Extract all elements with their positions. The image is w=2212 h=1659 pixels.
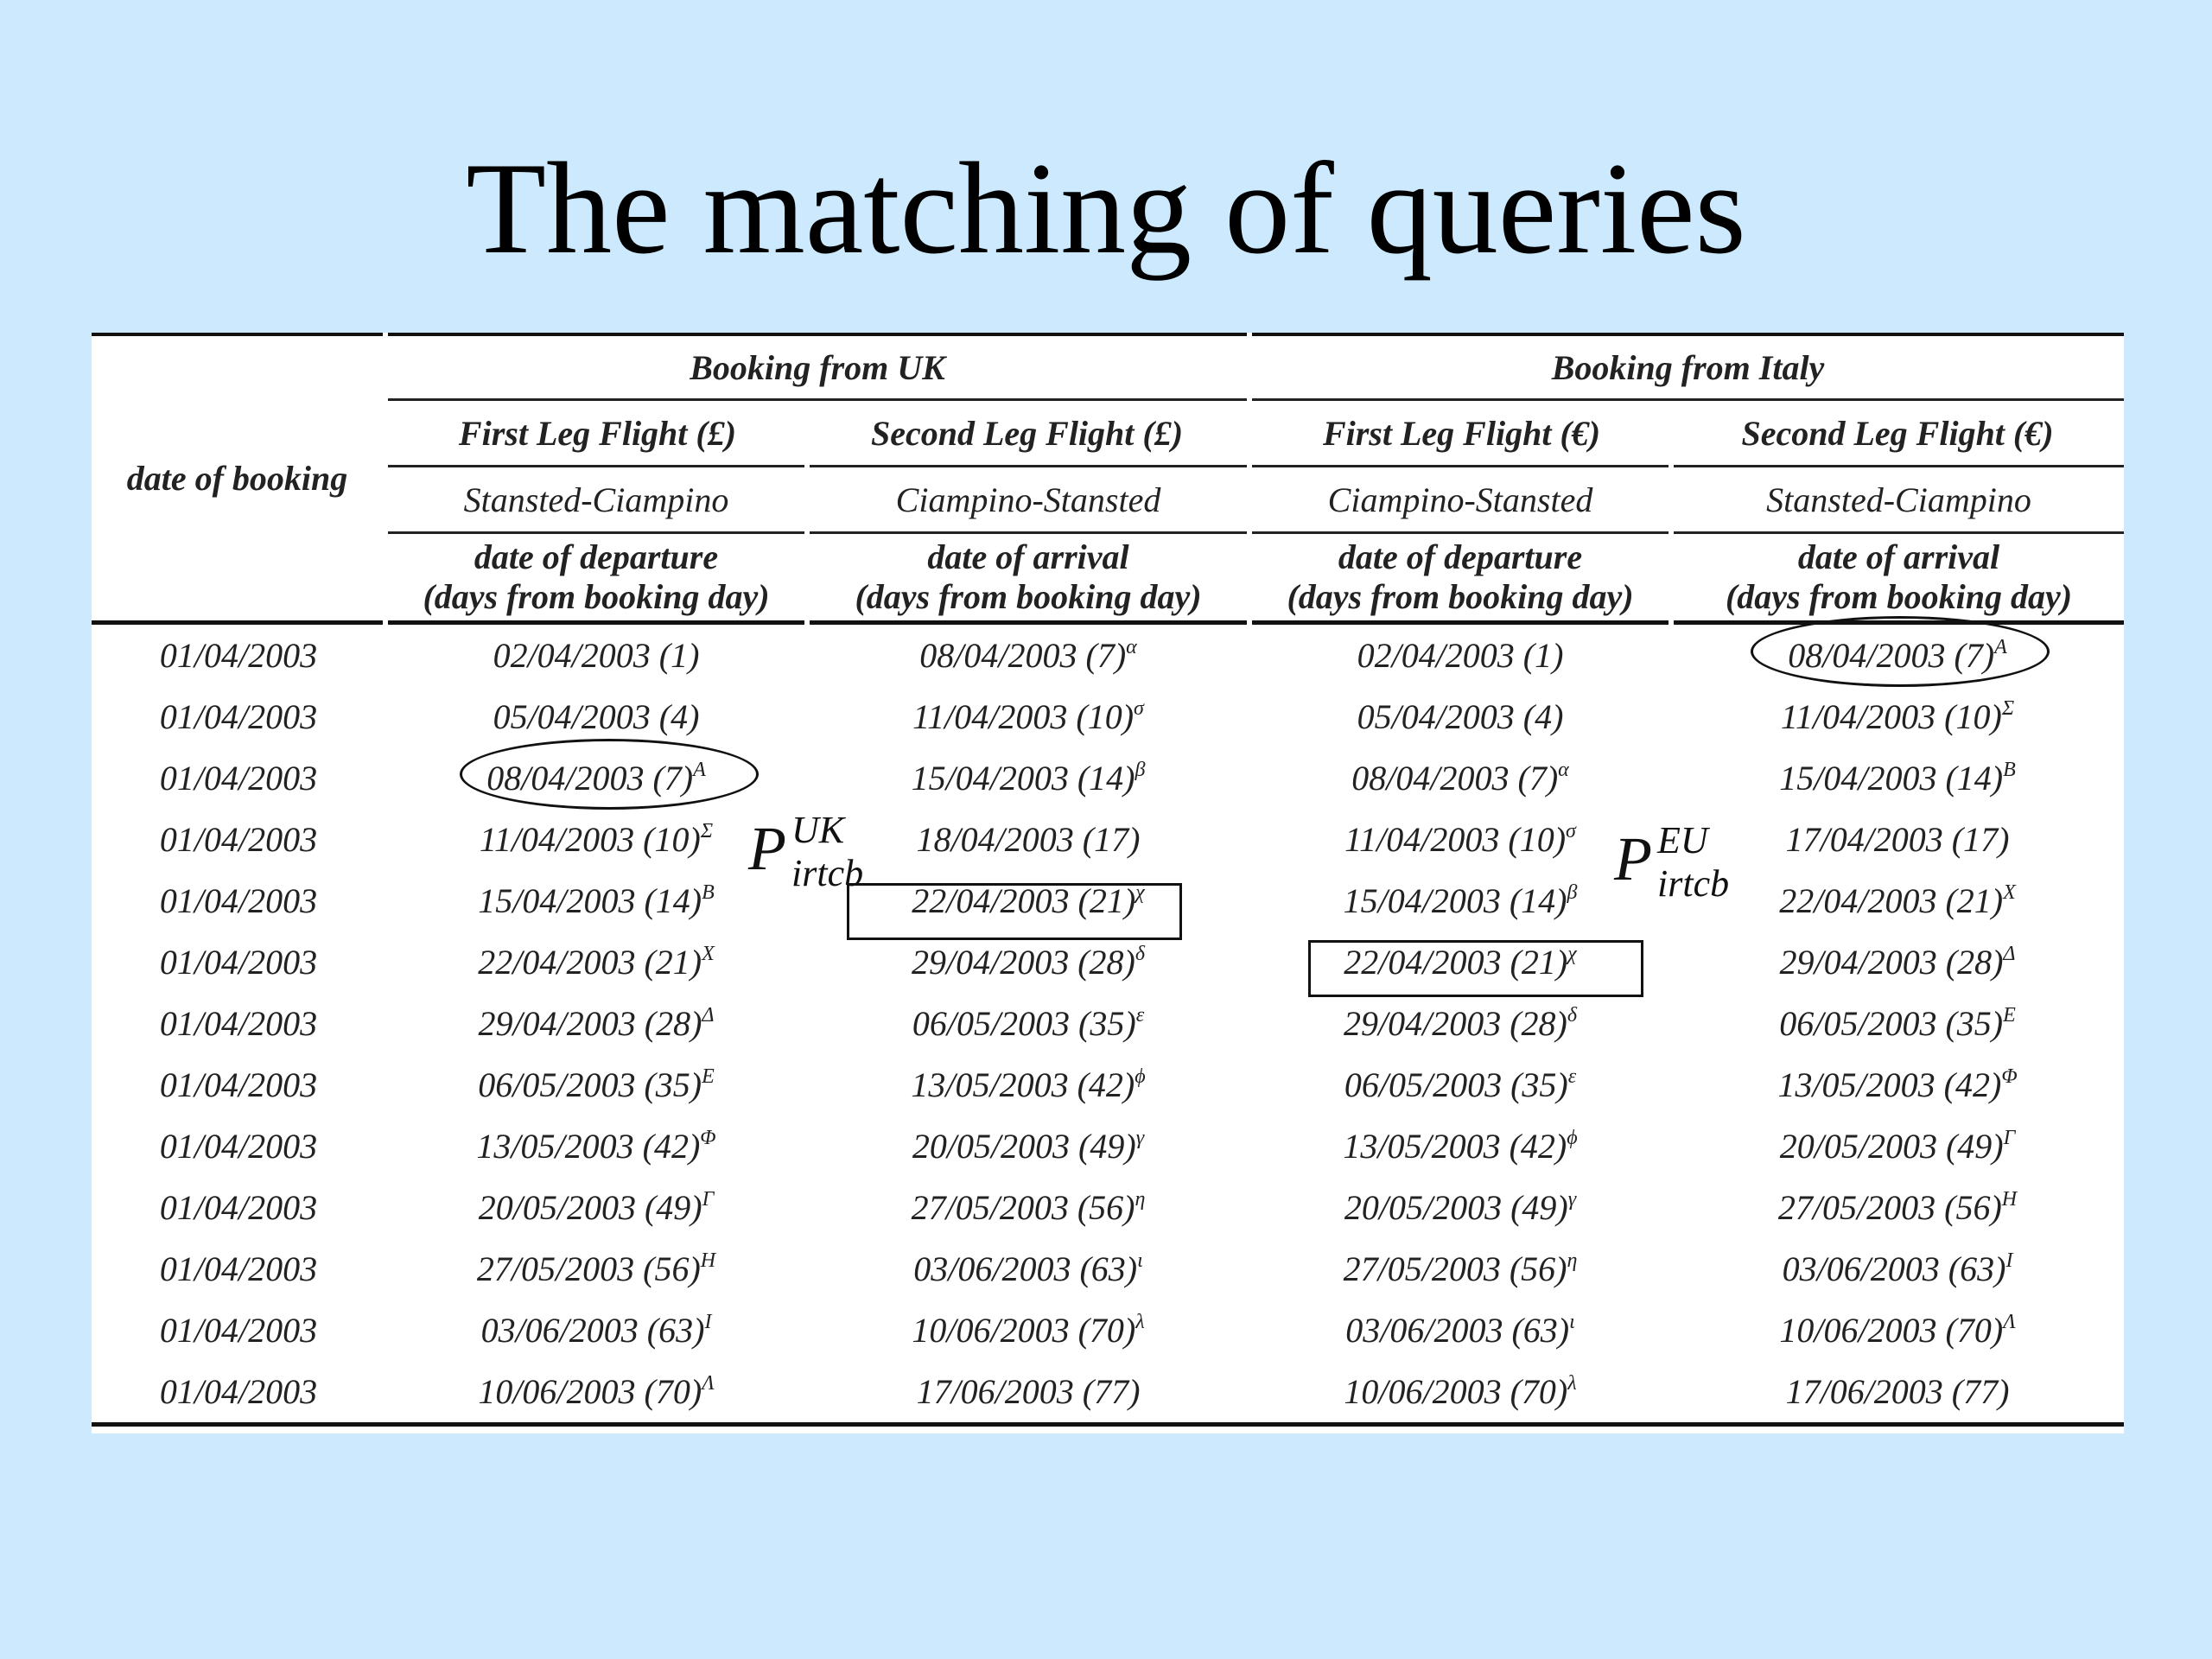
booking-date-cell: 01/04/2003 [159,1004,318,1043]
flight-date-text: 08/04/2003 (7) [1788,636,1995,675]
flight-date-cell [807,809,1249,870]
flight-matching-table [92,333,2124,1433]
table-row [92,1238,2124,1300]
flight-date-text: 15/04/2003 (14) [478,881,702,920]
flight-date-text: 10/06/2003 (70) [1779,1311,2004,1350]
leg-header-it-second: Second Leg Flight (€) [1671,400,2124,467]
flight-date-text: 03/06/2003 (63) [480,1311,705,1350]
flight-date-cell [1671,870,2124,931]
flight-date-cell [385,870,807,931]
date-of-booking-header: date of booking [92,334,385,623]
flight-date-text: 06/05/2003 (35) [912,1004,1136,1043]
uk-price-symbol: P UK irtcb [748,809,864,894]
flight-date-cell [385,1361,807,1425]
flight-marker-superscript: δ [1135,943,1146,965]
flight-date-cell [1249,931,1671,993]
flight-marker-superscript: ϕ [1567,1127,1578,1149]
flight-marker-superscript: β [1567,881,1578,904]
flight-date-cell [1249,1054,1671,1116]
booking-date-cell: 01/04/2003 [159,1188,318,1227]
flight-marker-superscript: Λ [702,1372,715,1395]
flight-marker-superscript: ϕ [1135,1065,1146,1088]
flight-date-cell [807,1361,1249,1425]
flight-date-text: 29/04/2003 (28) [1344,1004,1567,1043]
flight-date-text: 11/04/2003 (10) [912,697,1135,736]
flight-date-cell [807,686,1249,747]
table-row [92,1300,2124,1361]
flight-marker-superscript: A [1994,636,2007,658]
flight-date-text: 27/05/2003 (56) [1777,1188,2002,1227]
group-header-uk: Booking from UK [385,334,1249,400]
table-row [92,1361,2124,1425]
booking-date-cell: 01/04/2003 [159,759,318,798]
flight-date-text: 13/05/2003 (42) [911,1065,1135,1104]
flight-date-cell [1671,1361,2124,1425]
flight-marker-superscript: σ [1134,697,1144,720]
flight-marker-superscript: I [704,1311,712,1333]
flight-date-cell [385,747,807,809]
flight-marker-superscript: Σ [700,820,714,842]
flight-date-cell [1671,686,2124,747]
flight-date-text: 13/05/2003 (42) [476,1127,701,1166]
flight-marker-superscript: B [2003,759,2016,781]
flight-date-cell [385,686,807,747]
flight-date-text: 20/05/2003 (49) [478,1188,702,1227]
flight-marker-superscript: η [1567,1249,1578,1272]
flight-date-cell [1671,1054,2124,1116]
flight-date-text: 11/04/2003 (10) [1780,697,2002,736]
flight-date-text: 06/05/2003 (35) [1779,1004,2004,1043]
flight-date-cell [1249,747,1671,809]
booking-date-cell: 01/04/2003 [159,820,318,859]
flight-date-cell [1249,1177,1671,1238]
flight-date-cell [807,1238,1249,1300]
flight-marker-superscript: Γ [702,1188,715,1211]
flight-marker-superscript: Σ [2001,697,2015,720]
flight-date-text: 08/04/2003 (7) [919,636,1127,675]
flight-date-cell [385,1177,807,1238]
booking-date-cell: 01/04/2003 [159,943,318,982]
flight-date-cell [807,623,1249,687]
flight-marker-superscript: Δ [2003,943,2016,965]
flight-date-text: 20/05/2003 (49) [1344,1188,1568,1227]
flight-date-cell [1671,1300,2124,1361]
flight-marker-superscript: δ [1567,1004,1578,1027]
leg-header-uk-first: First Leg Flight (£) [385,400,807,467]
flight-date-text: 08/04/2003 (7) [1351,759,1559,798]
flight-date-text: 22/04/2003 (21) [912,881,1136,920]
route-uk-second: Ciampino-Stansted [807,467,1249,533]
booking-date-cell: 01/04/2003 [159,881,318,920]
flight-date-text: 20/05/2003 (49) [912,1127,1136,1166]
flight-marker-superscript: E [702,1065,715,1088]
flight-date-text: 06/05/2003 (35) [1344,1065,1568,1104]
flight-date-text: 15/04/2003 (14) [1343,881,1567,920]
table-row [92,1116,2124,1177]
flight-marker-superscript: β [1135,759,1146,781]
flight-date-text: 11/04/2003 (10) [1344,820,1567,859]
flight-marker-superscript: X [2003,881,2016,904]
flight-date-cell [1671,993,2124,1054]
flight-date-cell [385,623,807,687]
flight-date-text: 03/06/2003 (63) [1782,1249,2006,1288]
flight-date-text: 13/05/2003 (42) [1777,1065,2002,1104]
flight-marker-superscript: ε [1567,1065,1577,1088]
flight-date-text: 29/04/2003 (28) [478,1004,702,1043]
flight-date-cell [1671,623,2124,687]
flight-date-cell [1249,870,1671,931]
flight-marker-superscript: ι [1137,1249,1143,1272]
booking-date-cell: 01/04/2003 [159,697,318,736]
flight-date-text: 03/06/2003 (63) [1345,1311,1570,1350]
flight-marker-superscript: γ [1135,1127,1145,1149]
flight-marker-superscript: Δ [702,1004,715,1027]
flight-date-text: 22/04/2003 (21) [1779,881,2004,920]
flight-marker-superscript: α [1558,759,1569,781]
flight-marker-superscript: I [2005,1249,2013,1272]
flight-date-text: 02/04/2003 (1) [493,636,700,675]
table-row [92,686,2124,747]
flight-date-cell [1249,1238,1671,1300]
flight-marker-superscript: σ [1566,820,1576,842]
flight-date-cell [807,1177,1249,1238]
booking-date-cell: 01/04/2003 [159,1311,318,1350]
flight-marker-superscript: E [2003,1004,2016,1027]
table-row [92,1054,2124,1116]
date-type-it-second: date of arrival (days from booking day) [1671,533,2124,623]
flight-date-cell [1671,1177,2124,1238]
booking-date-cell: 01/04/2003 [159,1127,318,1166]
flight-date-text: 29/04/2003 (28) [911,943,1135,982]
flight-date-text: 15/04/2003 (14) [911,759,1135,798]
flight-date-text: 27/05/2003 (56) [1343,1249,1567,1288]
flight-date-cell [1671,1238,2124,1300]
table-row [92,993,2124,1054]
flight-date-cell [807,993,1249,1054]
flight-date-cell [1249,623,1671,687]
flight-date-text: 22/04/2003 (21) [1344,943,1568,982]
flight-date-cell [1249,809,1671,870]
flight-marker-superscript: Λ [2003,1311,2016,1333]
flight-date-text: 05/04/2003 (4) [493,697,700,736]
eu-price-symbol: P EU irtcb [1614,819,1730,905]
flight-date-cell [807,1054,1249,1116]
flight-date-cell [385,1300,807,1361]
flight-marker-superscript: χ [1567,943,1577,965]
flight-date-cell [1671,747,2124,809]
flight-date-cell [385,993,807,1054]
flight-date-text: 17/06/2003 (77) [1785,1372,2010,1411]
flight-marker-superscript: A [693,759,706,781]
flight-marker-superscript: B [702,881,715,904]
flight-date-cell [807,1300,1249,1361]
flight-date-text: 20/05/2003 (49) [1779,1127,2004,1166]
flight-date-cell [1249,1116,1671,1177]
route-uk-first: Stansted-Ciampino [385,467,807,533]
flight-date-text: 27/05/2003 (56) [911,1188,1135,1227]
flight-marker-superscript: α [1126,636,1137,658]
flight-date-text: 17/06/2003 (77) [916,1372,1141,1411]
table-row [92,809,2124,870]
route-it-first: Ciampino-Stansted [1249,467,1671,533]
flight-date-cell [1249,1300,1671,1361]
flight-marker-superscript: Φ [700,1127,716,1149]
leg-header-uk-second: Second Leg Flight (£) [807,400,1249,467]
flight-marker-superscript: ε [1135,1004,1145,1027]
flight-marker-superscript: H [700,1249,716,1272]
flight-date-text: 27/05/2003 (56) [476,1249,701,1288]
flight-date-text: 06/05/2003 (35) [478,1065,702,1104]
booking-date-cell: 01/04/2003 [159,1249,318,1288]
flight-date-cell [1249,993,1671,1054]
slide-title: The matching of queries [466,136,1746,281]
date-type-it-first: date of departure (days from booking day) [1249,533,1671,623]
table-body [92,623,2124,1425]
flight-marker-superscript: Γ [2003,1127,2016,1149]
table-row [92,623,2124,687]
flight-marker-superscript: X [702,943,715,965]
flight-date-cell [1249,686,1671,747]
booking-date-cell: 01/04/2003 [159,636,318,675]
flight-date-text: 10/06/2003 (70) [912,1311,1136,1350]
flight-marker-superscript: γ [1567,1188,1577,1211]
leg-header-it-first: First Leg Flight (€) [1249,400,1671,467]
flight-date-text: 15/04/2003 (14) [1779,759,2004,798]
route-it-second: Stansted-Ciampino [1671,467,2124,533]
flight-date-text: 08/04/2003 (7) [486,759,694,798]
table-row [92,870,2124,931]
flight-date-text: 17/04/2003 (17) [1785,820,2010,859]
flight-marker-superscript: Φ [2001,1065,2018,1088]
flight-marker-superscript: λ [1567,1372,1577,1395]
flight-date-cell [385,809,807,870]
flight-date-cell [807,1116,1249,1177]
flight-marker-superscript: H [2001,1188,2018,1211]
flight-date-cell [385,1054,807,1116]
flight-date-cell [1671,1116,2124,1177]
date-type-uk-first: date of departure (days from booking day) [385,533,807,623]
flight-date-text: 03/06/2003 (63) [913,1249,1138,1288]
flight-date-cell [807,870,1249,931]
flight-marker-superscript: χ [1135,881,1145,904]
flight-date-cell [385,1116,807,1177]
flight-date-cell [807,931,1249,993]
flight-date-cell [385,1238,807,1300]
flight-date-text: 10/06/2003 (70) [1344,1372,1568,1411]
booking-date-cell: 01/04/2003 [92,1361,385,1425]
flight-date-text: 05/04/2003 (4) [1357,697,1564,736]
flight-date-text: 10/06/2003 (70) [478,1372,702,1411]
flight-date-text: 18/04/2003 (17) [916,820,1141,859]
date-type-uk-second: date of arrival (days from booking day) [807,533,1249,623]
flight-date-text: 22/04/2003 (21) [478,943,702,982]
flight-date-text: 29/04/2003 (28) [1779,943,2004,982]
flight-marker-superscript: ι [1569,1311,1575,1333]
flight-date-text: 02/04/2003 (1) [1357,636,1564,675]
table-row [92,1177,2124,1238]
table-row [92,931,2124,993]
flight-date-text: 11/04/2003 (10) [479,820,701,859]
flight-date-cell [385,931,807,993]
flight-date-cell [1671,809,2124,870]
flight-date-cell [807,747,1249,809]
flight-marker-superscript: η [1135,1188,1146,1211]
flight-date-cell [1671,931,2124,993]
group-header-italy: Booking from Italy [1249,334,2124,400]
flight-date-cell [1249,1361,1671,1425]
flight-date-text: 13/05/2003 (42) [1343,1127,1567,1166]
flight-marker-superscript: λ [1135,1311,1145,1333]
table-row [92,747,2124,809]
matching-table [92,333,2124,1427]
booking-date-cell: 01/04/2003 [159,1065,318,1104]
